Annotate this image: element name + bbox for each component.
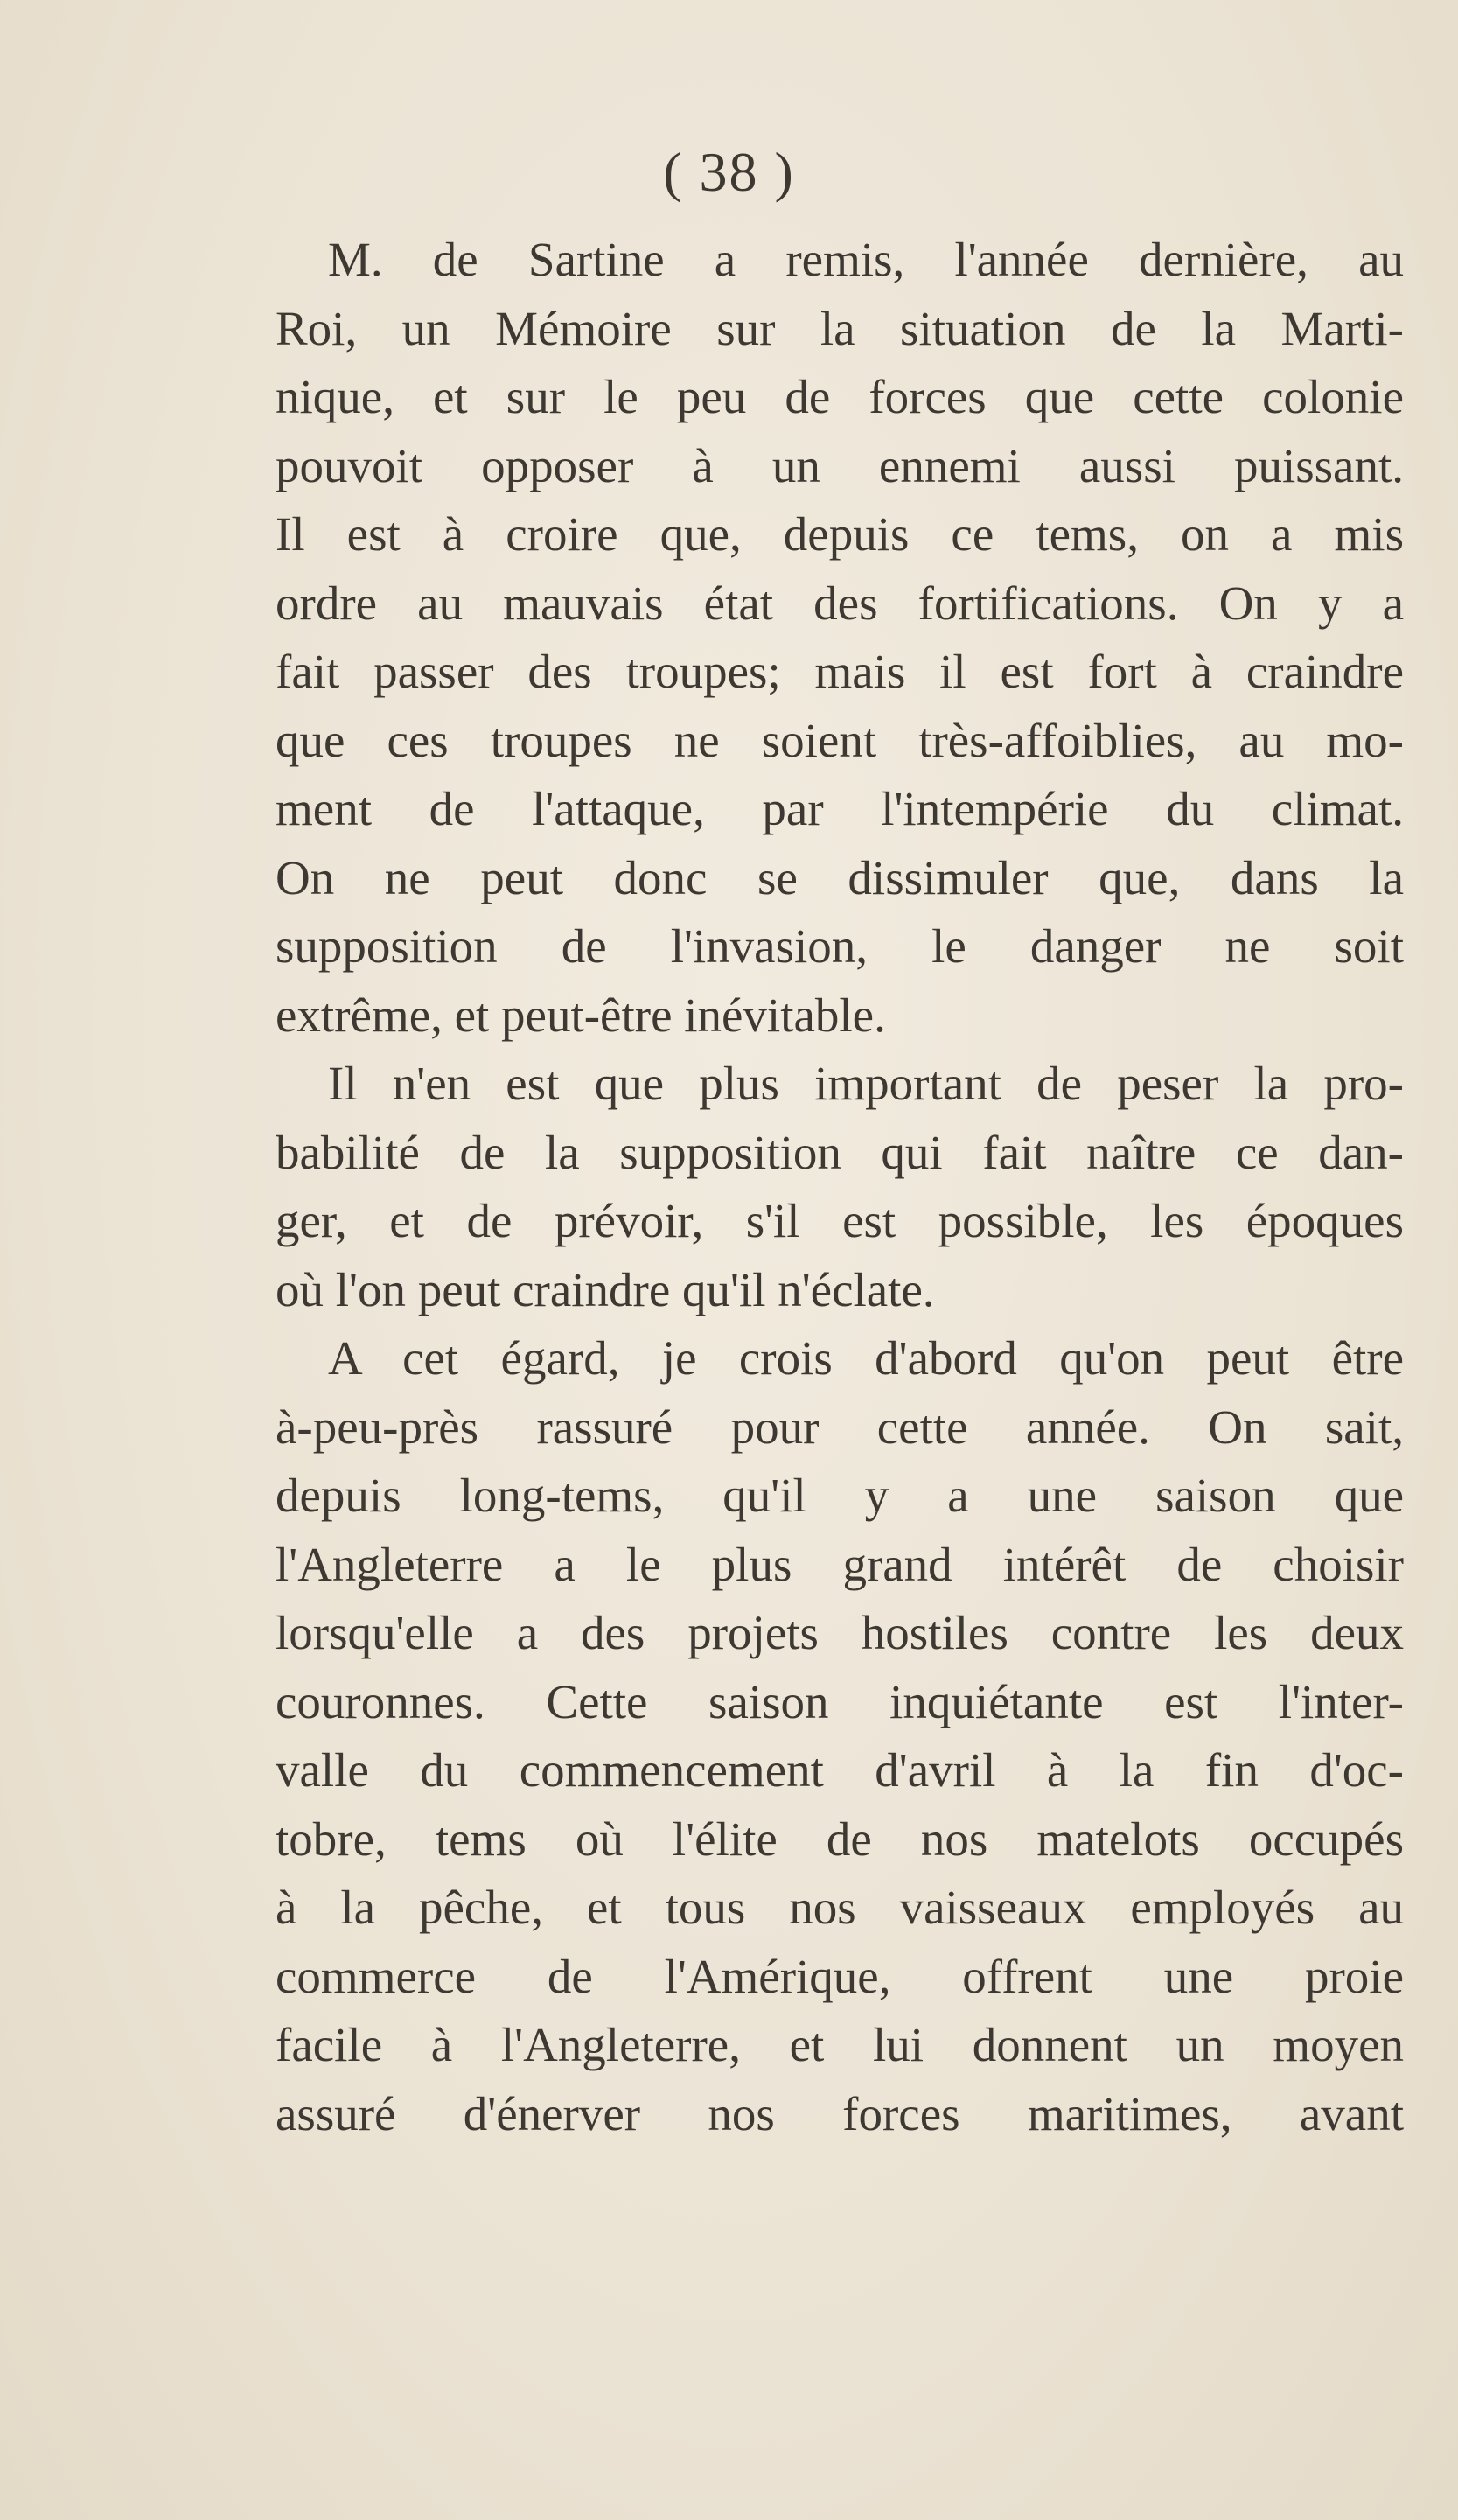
text-line: assuré d'énerver nos forces maritimes, avant — [276, 2086, 1404, 2140]
text-line: extrême, et peut-être inévitable. — [276, 988, 886, 1042]
text-line: que ces troupes ne soient très-affoiblies, au mo- — [276, 713, 1404, 767]
text-line: couronnes. Cette saison inquiétante est l'inter- — [276, 1674, 1404, 1728]
text-line: Roi, un Mémoire sur la situation de la Marti- — [276, 301, 1404, 355]
paragraph — [276, 1050, 1404, 1324]
text-line: valle du commencement d'avril à la fin d'oc- — [276, 1743, 1404, 1797]
text-line: à la pêche, et tous nos vaisseaux employés au — [276, 1881, 1404, 1934]
body-text — [276, 226, 1404, 2148]
text-line: ordre au mauvais état des fortifications. On y a — [276, 576, 1404, 630]
text-line: tobre, tems où l'élite de nos matelots occupés — [276, 1811, 1404, 1866]
text-line: l'Angleterre a le plus grand intérêt de choisir — [276, 1537, 1404, 1591]
text-line: pouvoit opposer à un ennemi aussi puissant. — [276, 438, 1404, 492]
text-line: supposition de l'invasion, le danger ne soit — [276, 919, 1404, 973]
text-line: A cet égard, je crois d'abord qu'on peut être — [328, 1331, 1404, 1385]
text-line: Il est à croire que, depuis ce tems, on a mis — [276, 507, 1404, 561]
text-line: M. de Sartine a remis, l'année dernière, au — [328, 233, 1404, 286]
paragraph — [276, 226, 1404, 1050]
text-line: où l'on peut craindre qu'il n'éclate. — [276, 1262, 935, 1316]
text-line: ger, et de prévoir, s'il est possible, les époques — [276, 1194, 1404, 1247]
text-line: nique, et sur le peu de forces que cette colonie — [276, 370, 1404, 423]
text-line: Il n'en est que plus important de peser la pro- — [328, 1057, 1404, 1110]
text-line: fait passer des troupes; mais il est fort à craindre — [276, 645, 1404, 698]
text-line: On ne peut donc se dissimuler que, dans la — [276, 850, 1404, 904]
page-number: ( 38 ) — [663, 141, 795, 203]
text-line: depuis long-tems, qu'il y a une saison que — [276, 1469, 1404, 1522]
text-line: ment de l'attaque, par l'intempérie du climat. — [276, 782, 1404, 835]
text-line: babilité de la supposition qui fait naître ce dan- — [276, 1125, 1404, 1179]
text-line: à-peu-près rassuré pour cette année. On sait, — [276, 1400, 1404, 1454]
text-line: commerce de l'Amérique, offrent une proie — [276, 1949, 1404, 2003]
text-line: facile à l'Angleterre, et lui donnent un moyen — [276, 2018, 1404, 2071]
text-line: lorsqu'elle a des projets hostiles contre les deux — [276, 1606, 1404, 1659]
paragraph — [276, 1324, 1404, 2148]
